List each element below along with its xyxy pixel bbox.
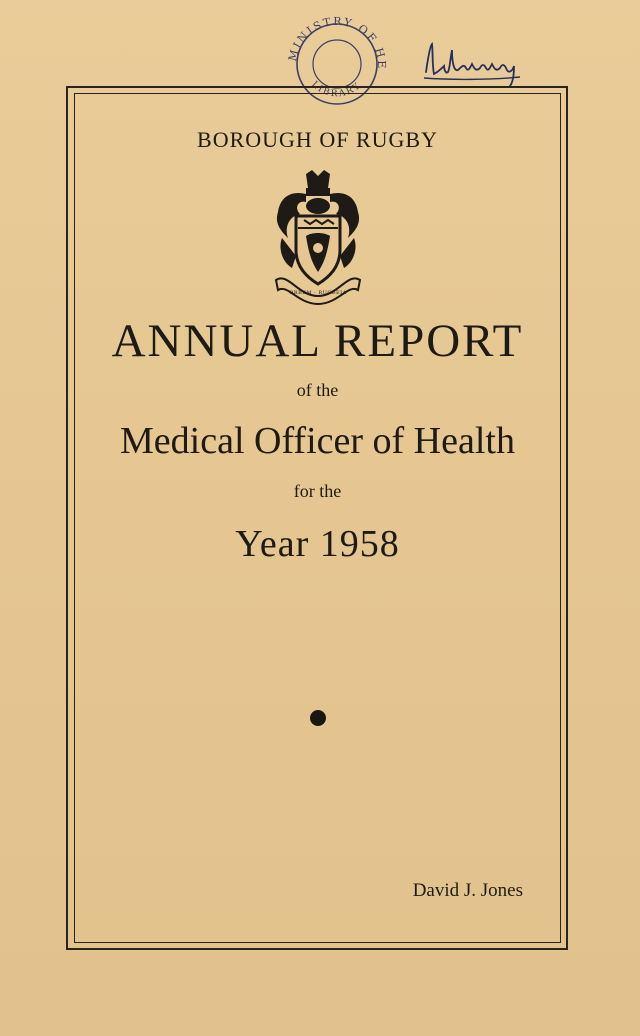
author-name: David J. Jones [412, 880, 523, 901]
of-the-text: of the [296, 380, 339, 400]
coat-of-arms-icon [268, 168, 368, 313]
bullet-dot-icon [310, 710, 326, 726]
svg-text:MINISTRY OF HEALTH: MINISTRY OF HE [285, 14, 389, 71]
borough-heading: BOROUGH OF RUGBY [197, 127, 438, 152]
svg-text:ORBEM · RUGBEIA: ORBEM · RUGBEIA [289, 290, 347, 296]
report-title: ANNUAL REPORT [111, 315, 524, 367]
handwritten-library-note [420, 38, 530, 93]
for-the-text: for the [293, 481, 342, 501]
report-year: Year 1958 [235, 523, 400, 565]
svg-text:LIBRARY: LIBRARY [309, 79, 364, 100]
report-subject: Medical Officer of Health [120, 420, 515, 462]
